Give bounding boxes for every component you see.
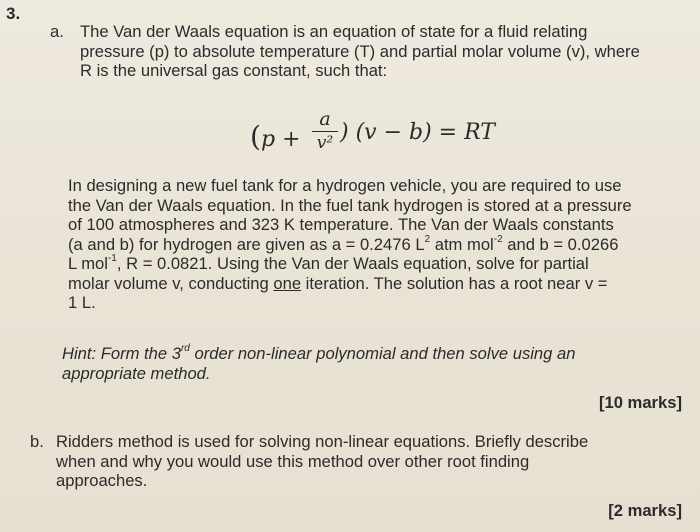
eq-fraction [312,108,338,154]
body-line: of 100 atmospheres and 323 K temperature. The Van der Waals constants [68,215,614,234]
hint-line: Hint: Form the 3rd order non-linear polynomial and then solve using an [62,343,576,363]
body-line: (a and b) for hydrogen are given as a = 0.2476 $L^2$ atm mol$^{-2}$ and b = 0.0266 [68,233,619,254]
body-line: 1 L. [68,293,96,312]
underlined-one: one [273,273,302,293]
part-a-marker: a. [50,22,64,41]
part-a-marks: [10 marks] [598,393,682,412]
eq-p-plus: p + [260,127,301,152]
body-line: In designing a new fuel tank for a hydrogen vehicle, you are required to use [68,176,622,195]
intro-line: The Van der Waals equation is an equation of state for a fluid relating [80,22,588,41]
body-line: L mol$^{-1}$, R = 0.0821. Using the Van der Waals equation, solve for partial [68,253,589,273]
part-a-body [68,176,686,313]
body-line: molar volume v, conducting one iteration. The solution has a root near v = [68,273,608,293]
part-b-marks: [2 marks] [608,501,682,520]
question-number: 3. [6,4,21,23]
part-b-marker: b. [30,432,44,451]
part-b-line: when and why you would use this method over other root finding [56,451,530,471]
hint-line: appropriate method. [62,363,211,383]
eq-frac-denominator: v² [316,133,334,153]
intro-line: R is the universal gas constant, such that: [80,61,388,80]
part-a-hint [62,344,684,383]
van-der-waals-equation [250,108,510,162]
body-line: the Van der Waals equation. In the fuel tank hydrogen is stored at a pressure [68,195,632,215]
intro-line: pressure (p) to absolute temperature (T) and partial molar volume (v), where [80,41,640,61]
eq-rest: ) (v − b) = RT [340,120,495,145]
eq-open-paren: ( [250,120,261,153]
eq-frac-numerator: a [312,108,338,132]
part-b-line: approaches. [56,471,148,490]
part-b-line: Ridders method is used for solving non-linear equations. Briefly describe [56,432,589,451]
